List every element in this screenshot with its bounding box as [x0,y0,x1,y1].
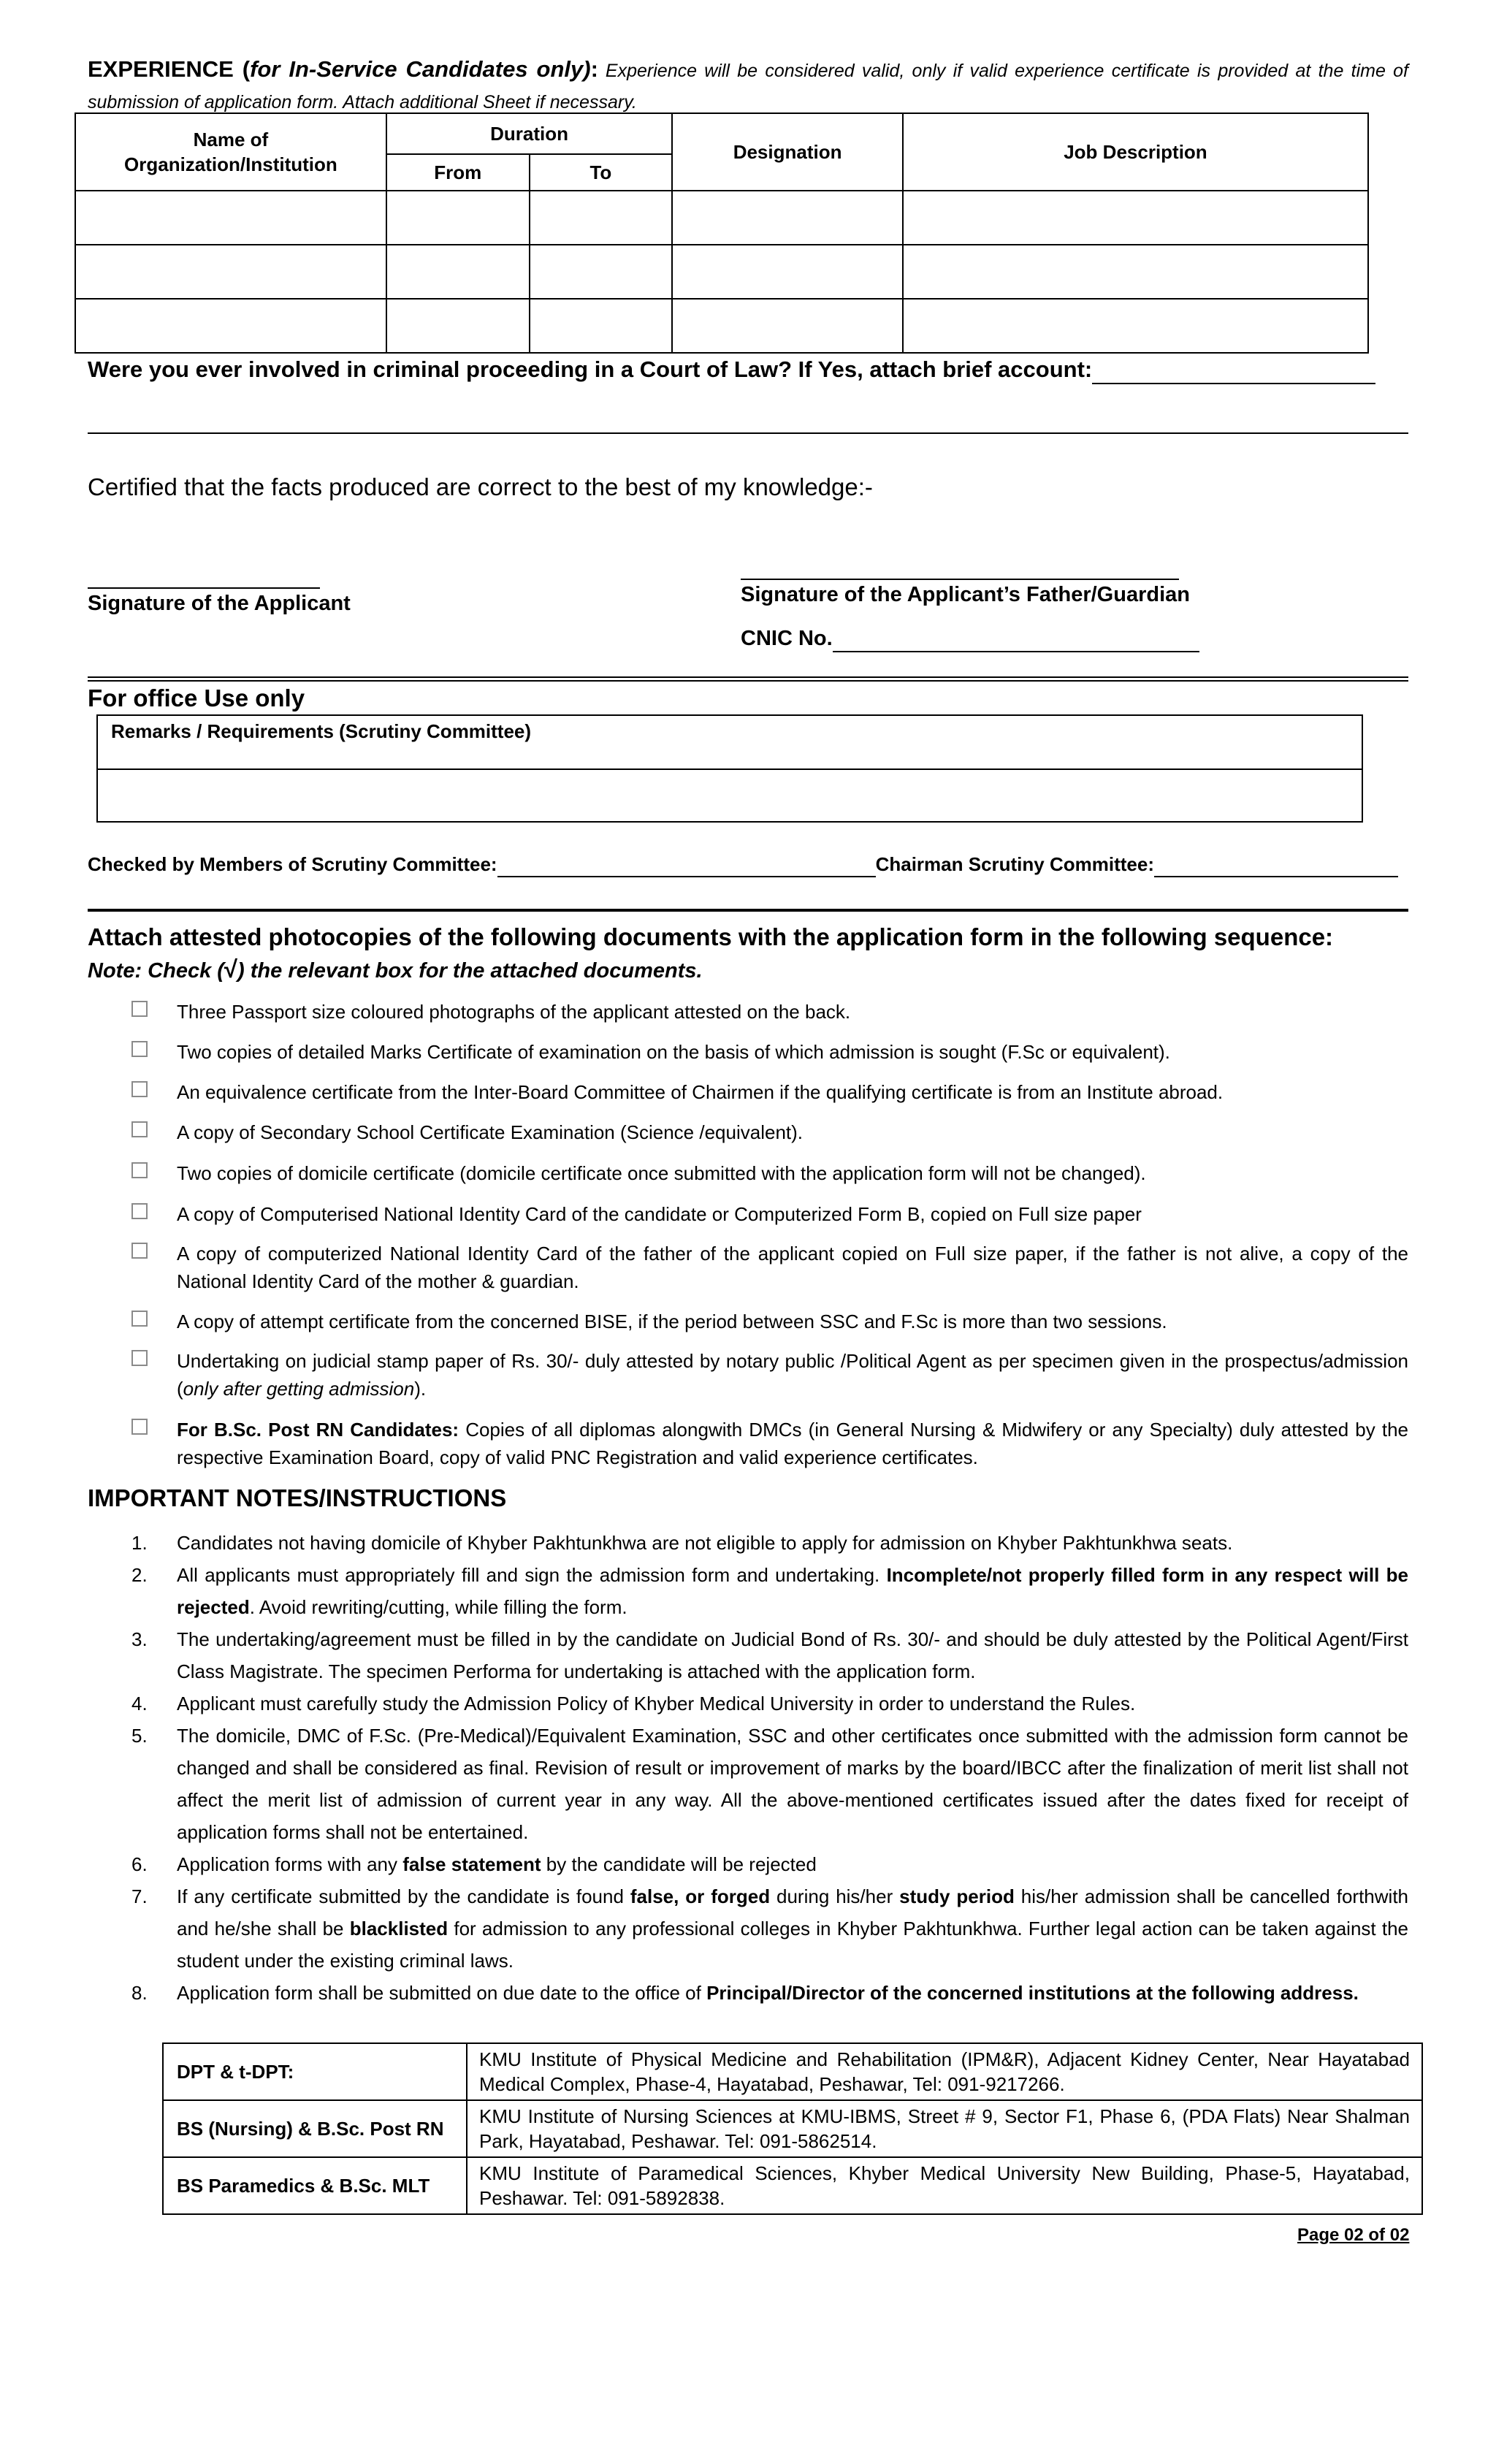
experience-cell[interactable] [903,299,1368,353]
experience-cell[interactable] [672,191,903,245]
experience-title: EXPERIENCE (for In-Service Candidates only): [88,56,598,82]
note-item: 7. If any certificate submitted by the candidate is found false, or forged during his/her study period his/her admission shall be cancelled forthwith and he/she shall be blacklisted for admission to any professional colleges in Khyber Pakhtunkhwa. Further legal action can be taken against the student under the existing criminal laws. [131,1885,1409,1972]
experience-cell[interactable] [530,245,673,299]
table-row [75,245,1368,299]
table-row [163,2043,1422,2100]
note-item: 8. Application form shall be submitted on due date to the office of Principal/Director of the concerned institutions at the following address. [131,1982,1359,2004]
program-address: KMU Institute of Paramedical Sciences, Khyber Medical University New Building, Phase-5, Hayatabad, Peshawar. Tel: 091-5892838. [467,2157,1422,2214]
note-item: 1. Candidates not having domicile of Khyber Pakhtunkhwa are not eligible to apply for admission on Khyber Pakhtunkhwa seats. [131,1532,1233,1554]
document-checkbox[interactable] [131,1311,148,1327]
document-item: An equivalence certificate from the Inter-Board Committee of Chairmen if the qualifying certificate is from an Institute abroad. [131,1078,1408,1106]
experience-table [75,112,1369,354]
page-number: Page 02 of 02 [1297,2225,1410,2245]
document-checkbox[interactable] [131,1041,148,1057]
col-header-from: From [386,154,530,191]
criminal-answer-line-2[interactable] [88,432,1408,434]
section-divider [88,676,1408,678]
section-divider [88,680,1408,682]
program-name: DPT & t-DPT: [163,2043,467,2100]
document-checkbox[interactable] [131,1162,148,1178]
chairman-label: Chairman Scrutiny Committee: [875,853,1154,875]
remarks-box [96,714,1363,823]
table-row [163,2100,1422,2157]
document-item: A copy of attempt certificate from the concerned BISE, if the period between SSC and F.Sc is more than two sessions. [131,1308,1408,1335]
document-checkbox[interactable] [131,1121,148,1137]
checked-by-label: Checked by Members of Scrutiny Committee: [88,853,497,875]
document-item: A copy of Secondary School Certificate Examination (Science /equivalent). [131,1118,1408,1146]
col-header-to: To [530,154,673,191]
program-name: BS (Nursing) & B.Sc. Post RN [163,2100,467,2157]
experience-cell[interactable] [903,191,1368,245]
note-item: 6. Application forms with any false statement by the candidate will be rejected [131,1853,817,1875]
note-item: 4. Applicant must carefully study the Admission Policy of Khyber Medical University in order to understand the Rules. [131,1693,1136,1714]
experience-cell[interactable] [75,299,386,353]
experience-cell[interactable] [672,245,903,299]
remarks-input-area[interactable] [98,770,1362,821]
experience-cell[interactable] [386,299,530,353]
document-checkbox[interactable] [131,1081,148,1097]
chairman-line[interactable] [1154,853,1398,877]
program-name: BS Paramedics & B.Sc. MLT [163,2157,467,2214]
experience-cell[interactable] [386,191,530,245]
document-item: Two copies of domicile certificate (domicile certificate once submitted with the application form will not be changed). [131,1159,1408,1187]
cnic-input-line[interactable] [833,627,1199,652]
checkmark-icon: √ [224,956,238,983]
col-header-name: Name of Organization/Institution [75,113,386,191]
document-checkbox[interactable] [131,1203,148,1219]
experience-heading [88,54,1408,118]
section-divider [88,909,1408,912]
criminal-answer-line[interactable] [1092,356,1375,384]
checked-by-line[interactable] [497,853,876,877]
table-row [75,299,1368,353]
guardian-signature-label: Signature of the Applicant’s Father/Guardian [741,583,1190,606]
program-address: KMU Institute of Nursing Sciences at KMU-IBMS, Street # 9, Sector F1, Phase 6, (PDA Flats) Near Shalman Park, Hayatabad, Peshawar. Tel: 091-5862514. [467,2100,1422,2157]
note-item: 2. All applicants must appropriately fill and sign the admission form and undertaking. Incomplete/not properly filled form in any respect will be rejected. Avoid rewriting/cutting, while filling the form. [131,1564,1408,1618]
note-item: 3. The undertaking/agreement must be filled in by the candidate on Judicial Bond of Rs. 30/- and should be duly attested by the Political Agent/First Class Magistrate. The specimen Performa for undertaking is attached with the application form. [131,1628,1408,1682]
attach-documents-title: Attach attested photocopies of the following documents with the application form in the following sequence: [88,923,1334,950]
guardian-signature-line[interactable] [741,579,1179,580]
document-checkbox[interactable] [131,1350,148,1366]
col-header-job-description: Job Description [903,113,1368,191]
remarks-label: Remarks / Requirements (Scrutiny Committee) [98,716,1362,770]
table-row [75,191,1368,245]
office-use-title: For office Use only [88,684,305,712]
experience-cell[interactable] [75,191,386,245]
certification-statement: Certified that the facts produced are correct to the best of my knowledge:- [88,473,873,500]
experience-cell[interactable] [672,299,903,353]
experience-cell[interactable] [530,191,673,245]
cnic-field: CNIC No. [741,627,1199,652]
address-table [162,2042,1423,2215]
document-item: A copy of Computerised National Identity Card of the candidate or Computerized Form B, copied on Full size paper [131,1200,1408,1228]
document-item: Two copies of detailed Marks Certificate of examination on the basis of which admission is sought (F.Sc or equivalent). [131,1038,1408,1066]
scrutiny-signatures [88,853,1408,877]
document-checkbox[interactable] [131,1419,148,1435]
document-checkbox[interactable] [131,1243,148,1259]
note-item: 5. The domicile, DMC of F.Sc. (Pre-Medical)/Equivalent Examination, SSC and other certificates once submitted with the admission form cannot be changed and shall be considered as final. Revision of result or improvement of marks by the board/IBCC after the finalization of merit list shall not affect the merit list of admission of current year in any way. All the above-mentioned certificates issued after the dates fixed for receipt of application forms shall not be entertained. [131,1725,1408,1843]
experience-cell[interactable] [530,299,673,353]
experience-cell[interactable] [386,245,530,299]
criminal-question: Were you ever involved in criminal proceeding in a Court of Law? If Yes, attach brief account: [88,356,1375,384]
experience-note: Experience will be considered valid, only if valid experience certificate is provided at the time of submission of application form. Attach additional Sheet if necessary. [88,61,1408,112]
applicant-signature-label: Signature of the Applicant [88,592,351,615]
document-checkbox[interactable] [131,1001,148,1017]
table-row [163,2157,1422,2214]
col-header-duration: Duration [386,113,672,154]
important-notes-title: IMPORTANT NOTES/INSTRUCTIONS [88,1484,507,1511]
document-item: Undertaking on judicial stamp paper of Rs. 30/- duly attested by notary public /Political Agent as per specimen given in the prospectus/admission (only after getting admission). [131,1347,1408,1403]
experience-cell[interactable] [903,245,1368,299]
document-item: Three Passport size coloured photographs of the applicant attested on the back. [131,998,1408,1026]
attach-documents-note: Note: Check (√) the relevant box for the attached documents. [88,956,703,983]
col-header-designation: Designation [672,113,903,191]
program-address: KMU Institute of Physical Medicine and Rehabilitation (IPM&R), Adjacent Kidney Center, Near Hayatabad Medical Complex, Phase-4, Hayatabad, Peshawar, Tel: 091-9217266. [467,2043,1422,2100]
experience-cell[interactable] [75,245,386,299]
applicant-signature-line[interactable] [88,587,320,589]
document-item: A copy of computerized National Identity Card of the father of the applicant copied on Full size paper, if the father is not alive, a copy of the National Identity Card of the mother & guardian. [131,1240,1408,1295]
document-item: For B.Sc. Post RN Candidates: Copies of all diplomas alongwith DMCs (in General Nursing & Midwifery or any Specialty) duly attested by the respective Examination Board, copy of valid PNC Registration and valid experience certificates. [131,1416,1408,1471]
